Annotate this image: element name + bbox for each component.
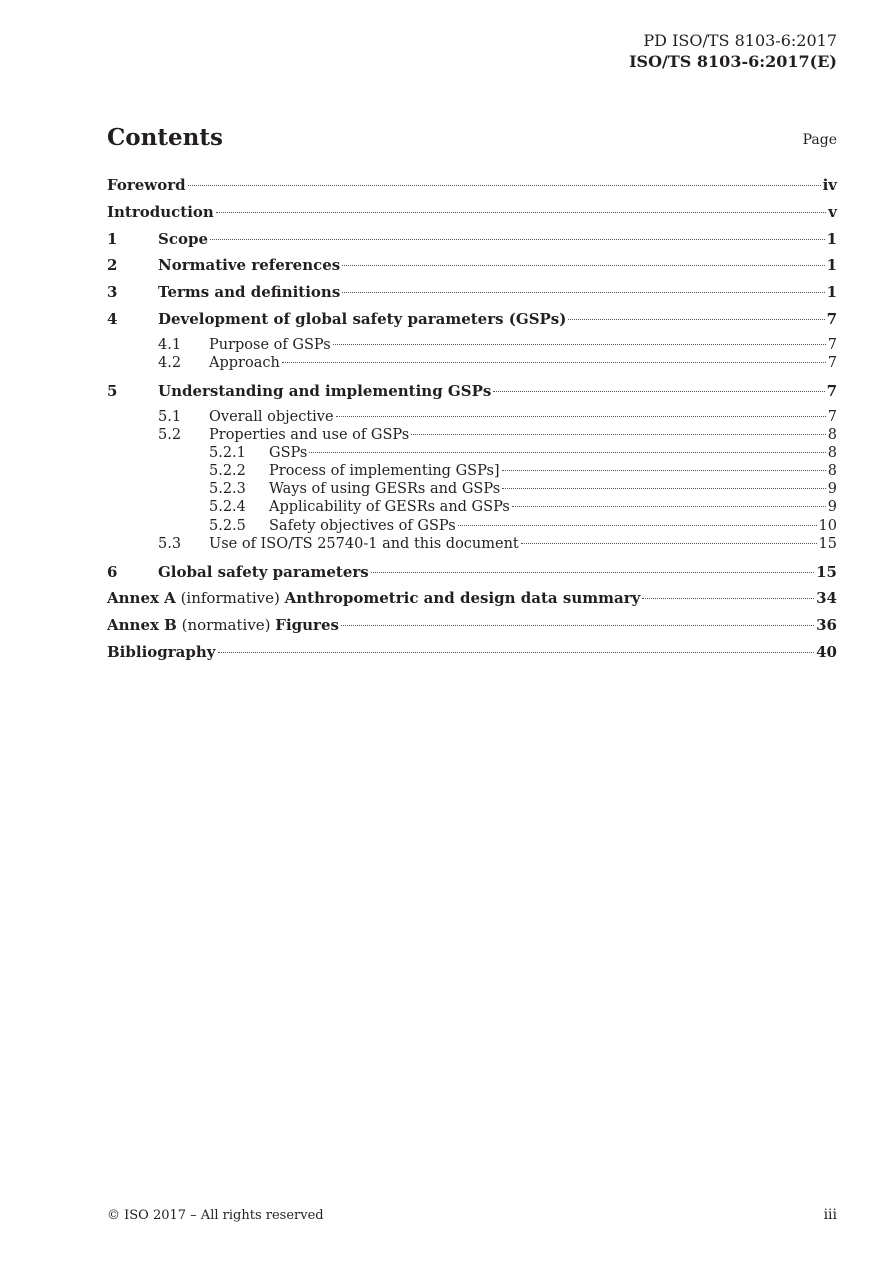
toc-entry[interactable] bbox=[107, 498, 837, 516]
header-line-1: PD ISO/TS 8103-6:2017 bbox=[643, 31, 837, 50]
toc-entry[interactable] bbox=[107, 615, 837, 642]
toc-entry-page: 7 bbox=[827, 408, 837, 425]
toc-dot-leader bbox=[502, 470, 826, 471]
toc-entry-title: Annex B (normative) Figures bbox=[107, 616, 339, 635]
toc-entry-number: 5.2.4 bbox=[209, 499, 246, 516]
toc-dot-leader bbox=[188, 185, 821, 186]
toc-entry-page: 40 bbox=[816, 643, 837, 662]
toc-entry-title: Ways of using GESRs and GSPs bbox=[269, 481, 501, 498]
toc-entry-number: 4.2 bbox=[158, 354, 182, 371]
toc-dot-leader bbox=[216, 212, 826, 213]
toc-entry-title: Safety objectives of GSPs bbox=[269, 517, 456, 534]
toc-dot-leader bbox=[282, 362, 826, 363]
toc-entry-number: 5.2.1 bbox=[209, 444, 246, 461]
toc-entry-number: 5.1 bbox=[158, 408, 182, 425]
toc-dot-leader bbox=[502, 488, 826, 489]
toc-entry[interactable] bbox=[107, 480, 837, 498]
toc-entry-page: 10 bbox=[818, 517, 837, 534]
toc-entry[interactable] bbox=[107, 175, 837, 202]
toc-dot-leader bbox=[568, 319, 824, 320]
toc-dot-leader bbox=[458, 525, 817, 526]
toc-entry-title: Global safety parameters bbox=[158, 562, 369, 581]
toc-entry[interactable] bbox=[107, 336, 837, 354]
toc-entry-page: 9 bbox=[827, 481, 837, 498]
toc-entry-page: 9 bbox=[827, 499, 837, 516]
toc-entry-title: Understanding and implementing GSPs bbox=[158, 381, 492, 400]
toc-entry-title: Foreword bbox=[107, 176, 186, 194]
toc-entry[interactable] bbox=[107, 535, 837, 553]
toc-dot-leader bbox=[341, 625, 814, 626]
toc-entry-title: Applicability of GESRs and GSPs bbox=[269, 499, 510, 516]
toc-entry-page: 7 bbox=[826, 381, 837, 400]
toc-entry-number: 2 bbox=[107, 256, 118, 275]
toc-dot-leader bbox=[411, 434, 826, 435]
toc-entry[interactable] bbox=[107, 381, 837, 408]
toc-dot-leader bbox=[342, 292, 824, 293]
toc-entry-title: Terms and definitions bbox=[158, 283, 341, 302]
toc-entry-page: 8 bbox=[827, 426, 837, 443]
toc-entry-page: 1 bbox=[826, 283, 837, 302]
toc-entry[interactable] bbox=[107, 255, 837, 282]
toc-entry-number: 5.2.5 bbox=[209, 517, 246, 534]
toc-entry-page: 15 bbox=[818, 535, 837, 552]
toc-entry-title: Properties and use of GSPs bbox=[209, 426, 410, 443]
toc-entry-number: 5.3 bbox=[158, 535, 182, 552]
toc-entry[interactable] bbox=[107, 517, 837, 535]
toc-entry[interactable] bbox=[107, 642, 837, 669]
toc-dot-leader bbox=[642, 598, 814, 599]
toc-entry-number: 5.2.2 bbox=[209, 463, 246, 480]
toc-entry-number: 4 bbox=[107, 309, 118, 328]
toc-entry[interactable] bbox=[107, 309, 837, 336]
toc-entry-number: 3 bbox=[107, 283, 118, 302]
toc-entry-title: Purpose of GSPs bbox=[209, 336, 331, 353]
toc-entry[interactable] bbox=[107, 462, 837, 480]
toc-entry-number: 5.2 bbox=[158, 426, 182, 443]
toc-entry[interactable] bbox=[107, 426, 837, 444]
toc-entry[interactable] bbox=[107, 588, 837, 615]
toc-entry-page: 7 bbox=[827, 336, 837, 353]
toc-entry-page: 7 bbox=[826, 309, 837, 328]
toc-entry-page: v bbox=[828, 202, 837, 221]
toc-entry-title: Annex A (informative) Anthropometric and design data summary bbox=[107, 589, 641, 608]
toc-entry-title: GSPs bbox=[269, 444, 308, 461]
document-header bbox=[629, 30, 837, 72]
toc-dot-leader bbox=[336, 416, 826, 417]
toc-entry-page: 36 bbox=[816, 616, 837, 635]
toc-entry[interactable] bbox=[107, 202, 837, 229]
toc-entry-number: 5 bbox=[107, 381, 118, 400]
toc-entry-title: Normative references bbox=[158, 256, 341, 275]
toc-entry-number: 5.2.3 bbox=[209, 481, 246, 498]
toc-entry-title: Overall objective bbox=[209, 408, 334, 425]
toc-dot-leader bbox=[342, 265, 824, 266]
toc-entry-number: 6 bbox=[107, 562, 118, 581]
toc-entry[interactable] bbox=[107, 444, 837, 462]
toc-entry[interactable] bbox=[107, 562, 837, 589]
toc-entry-page: 8 bbox=[827, 463, 837, 480]
toc-entry-number: 1 bbox=[107, 229, 118, 248]
toc-entry[interactable] bbox=[107, 282, 837, 309]
toc-entry-page: iv bbox=[822, 176, 837, 194]
toc-entry-title: Bibliography bbox=[107, 643, 216, 662]
toc-entry[interactable] bbox=[107, 408, 837, 426]
toc-entry-title: Use of ISO/TS 25740-1 and this document bbox=[209, 535, 519, 552]
footer-page-number: iii bbox=[823, 1207, 837, 1223]
toc-entry-title: Approach bbox=[209, 354, 280, 371]
toc-dot-leader bbox=[493, 391, 824, 392]
toc-entry-page: 34 bbox=[816, 589, 837, 608]
toc-entry-title: Scope bbox=[158, 229, 209, 248]
toc-entry[interactable] bbox=[107, 354, 837, 372]
toc-dot-leader bbox=[210, 239, 825, 240]
toc-entry-page: 1 bbox=[826, 229, 837, 248]
toc-entry-page: 7 bbox=[827, 354, 837, 371]
toc-entry[interactable] bbox=[107, 229, 837, 256]
toc-dot-leader bbox=[371, 572, 814, 573]
toc-entry-number: 4.1 bbox=[158, 336, 182, 353]
toc-entry-title: Process of implementing GSPs] bbox=[269, 463, 500, 480]
toc-dot-leader bbox=[218, 652, 815, 653]
toc-dot-leader bbox=[333, 344, 826, 345]
toc-entry-title: Introduction bbox=[107, 202, 214, 221]
contents-title: Contents bbox=[107, 124, 223, 151]
toc-entry-title: Development of global safety parameters (GSPs) bbox=[158, 309, 567, 328]
toc-dot-leader bbox=[309, 452, 825, 453]
table-of-contents bbox=[107, 175, 837, 669]
toc-dot-leader bbox=[521, 543, 817, 544]
toc-entry-page: 8 bbox=[827, 444, 837, 461]
page-column-label: Page bbox=[802, 132, 837, 148]
footer-copyright: © ISO 2017 – All rights reserved bbox=[107, 1208, 324, 1223]
toc-entry-page: 15 bbox=[816, 562, 837, 581]
toc-dot-leader bbox=[512, 506, 826, 507]
toc-entry-page: 1 bbox=[826, 256, 837, 275]
header-line-2: ISO/TS 8103-6:2017(E) bbox=[629, 52, 837, 71]
